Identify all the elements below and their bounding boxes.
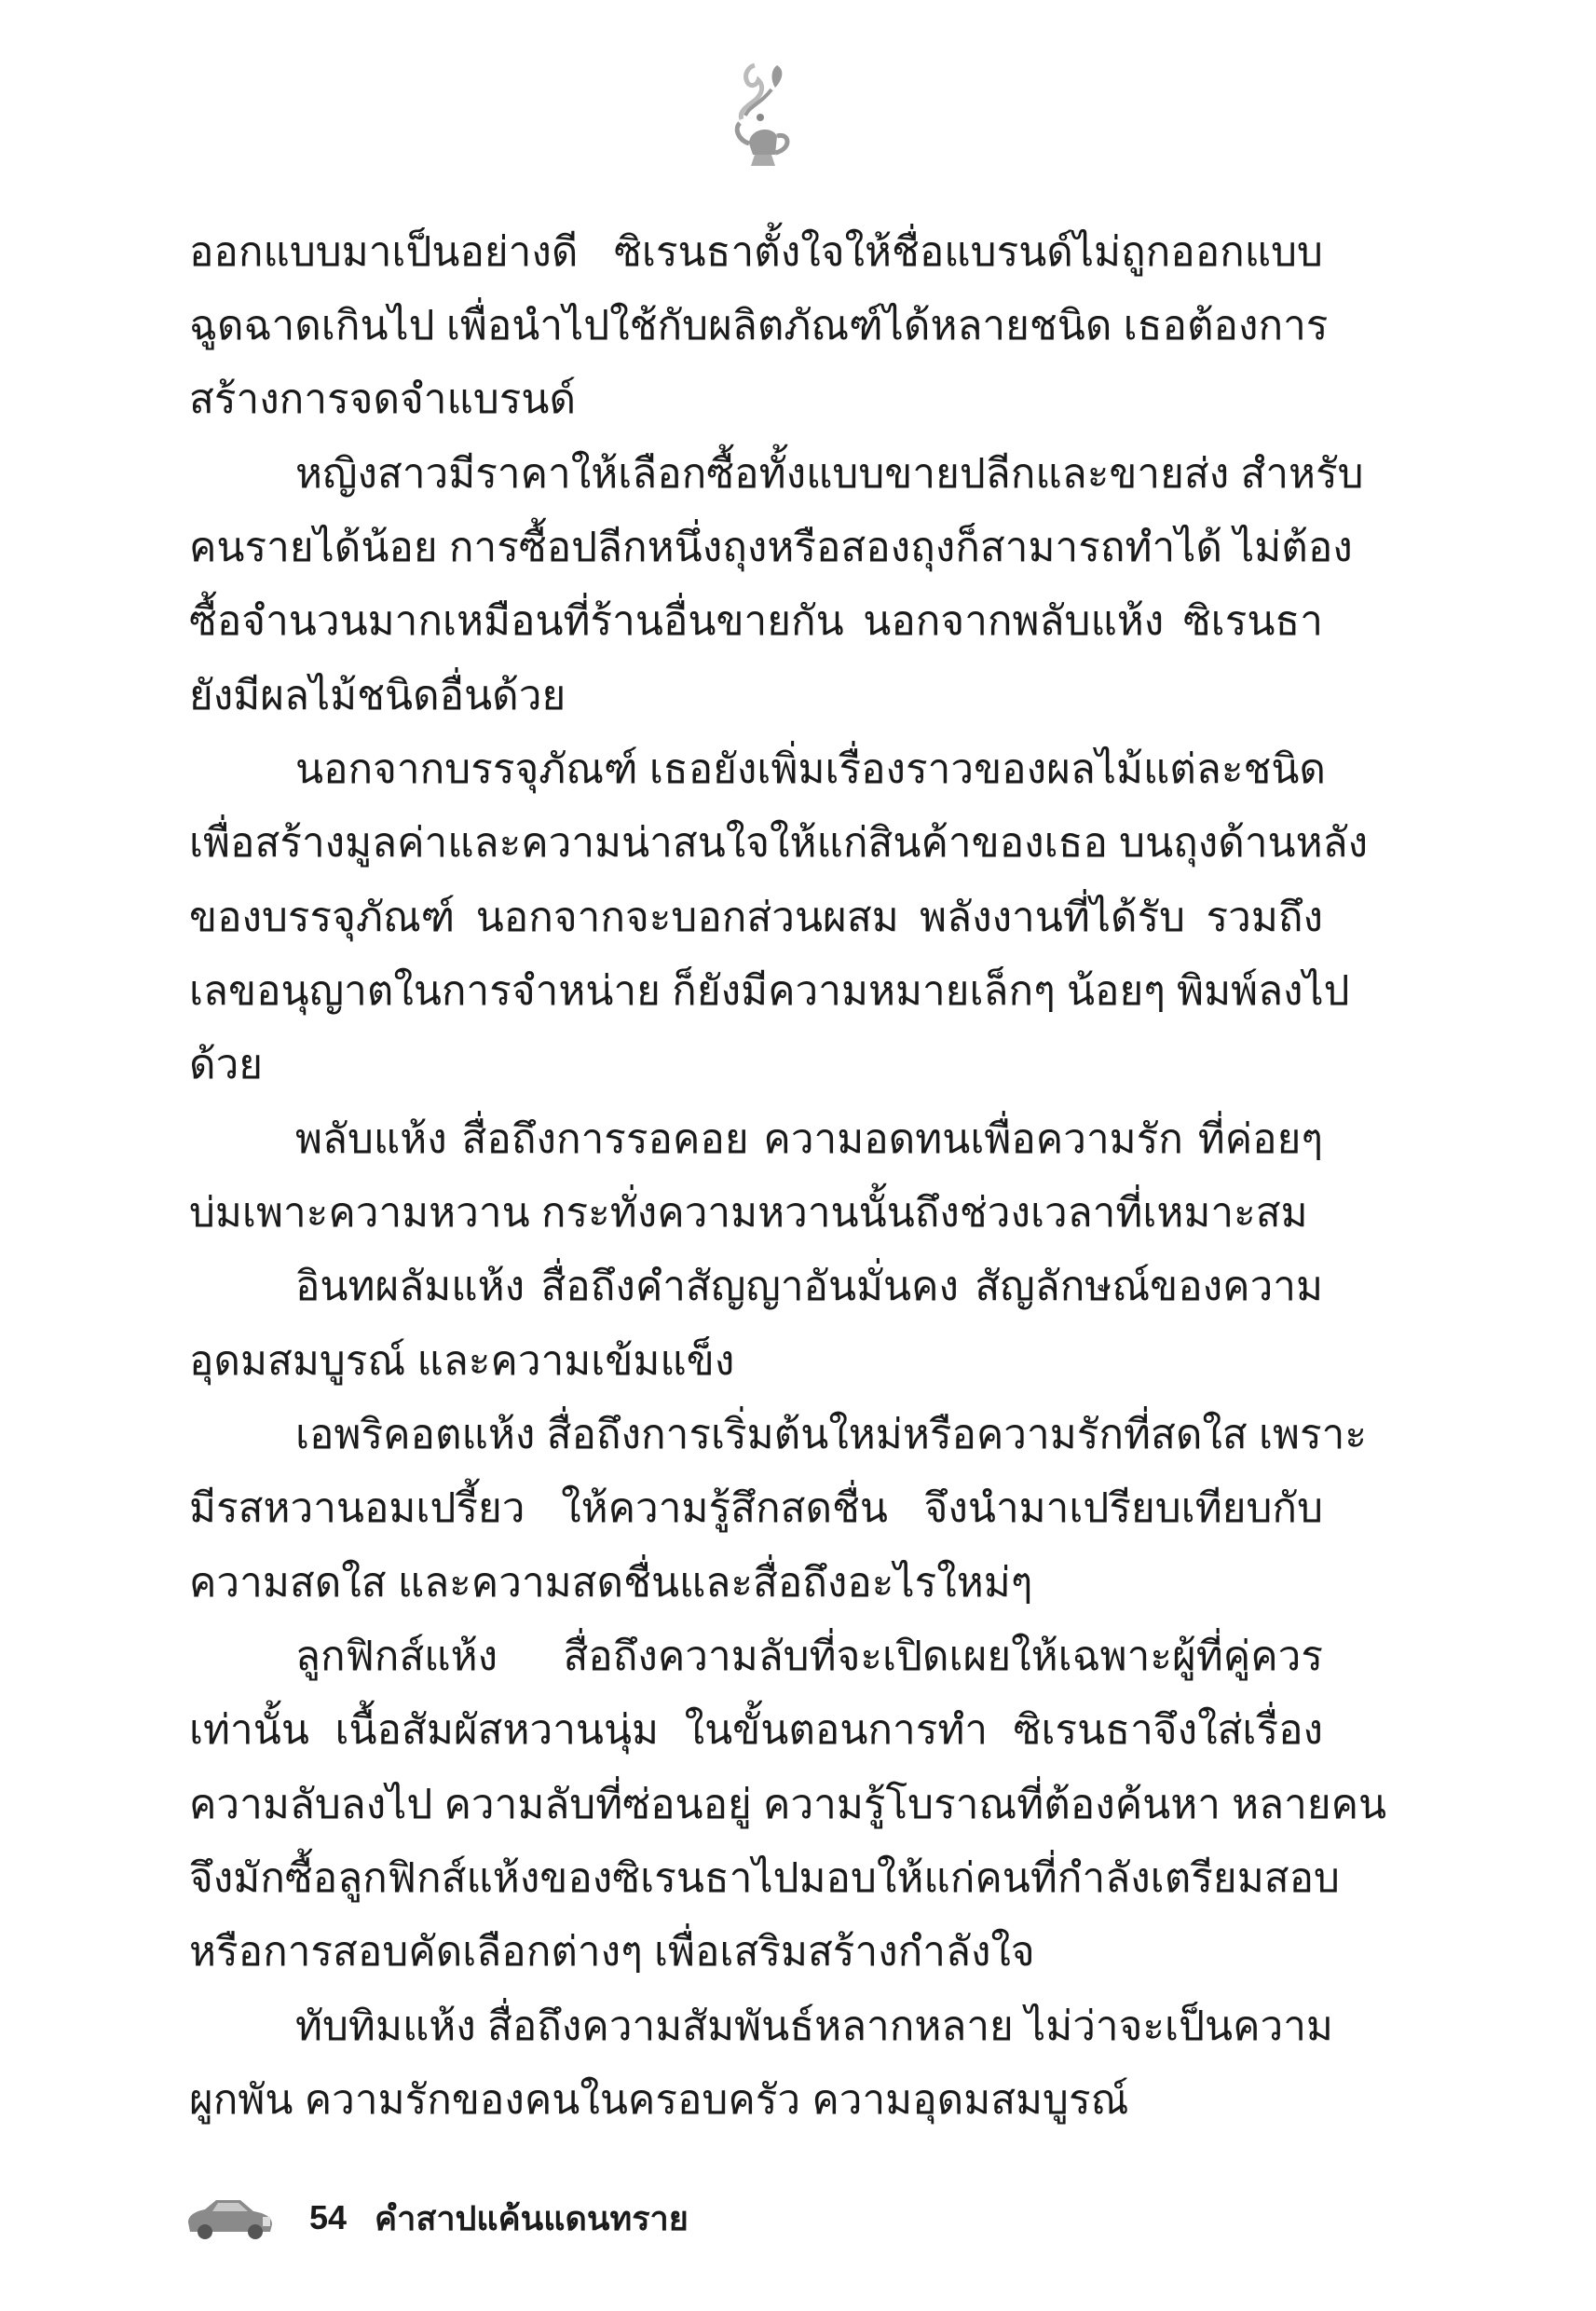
text-line: ผูกพัน ความรักของคนในครอบครัว ความอุดมสมบูรณ์ [189,2077,1129,2123]
text-line: หรือการสอบคัดเลือกต่างๆ เพื่อเสริมสร้างกำลังใจ [189,1929,1035,1975]
text-line: หญิงสาวมีราคาให้เลือกซื้อทั้งแบบขายปลีกและขายส่ง สำหรับ [295,451,1364,497]
car-icon [184,2195,274,2241]
text-line: เพื่อสร้างมูลค่าและความน่าสนใจให้แก่สินค้าของเธอ บนถุงด้านหลัง [189,820,1369,866]
text-line: ลูกฟิกส์แห้ง สื่อถึงความลับที่จะเปิดเผยให้เฉพาะผู้ที่คู่ควร [295,1634,1323,1679]
text-line: เท่านั้น เนื้อสัมผัสหวานนุ่ม ในขั้นตอนการทำ ซิเรนธาจึงใส่เรื่อง [189,1707,1323,1753]
text-line: เอพริคอตแห้ง สื่อถึงการเริ่มต้นใหม่หรือความรักที่สดใส เพราะ [295,1412,1368,1457]
book-title: คำสาปแค้นแดนทราย [375,2198,689,2237]
text-line: ความสดใส และความสดชื่นและสื่อถึงอะไรใหม่ๆ [189,1560,1033,1606]
text-line: พลับแห้ง สื่อถึงการรอคอย ความอดทนเพื่อความรัก ที่ค่อยๆ [295,1116,1323,1162]
cupid-teapot-ornament-icon [697,58,813,174]
text-line: เลขอนุญาตในการจำหน่าย ก็ยังมีความหมายเล็กๆ น้อยๆ พิมพ์ลงไป [189,968,1350,1014]
text-line: ความลับลงไป ความลับที่ซ่อนอยู่ ความรู้โบราณที่ต้องค้นหา หลายคน [189,1782,1387,1827]
text-line: บ่มเพาะความหวาน กระทั่งความหวานนั้นถึงช่วงเวลาที่เหมาะสม [189,1190,1308,1236]
text-line: ออกแบบมาเป็นอย่างดี ซิเรนธาตั้งใจให้ชื่อแบรนด์ไม่ถูกออกแบบ [189,229,1323,275]
text-line: จึงมักซื้อลูกฟิกส์แห้งของซิเรนธาไปมอบให้แก่คนที่กำลังเตรียมสอบ [189,1855,1340,1901]
text-line: คนรายได้น้อย การซื้อปลีกหนึ่งถุงหรือสองถุงก็สามารถทำได้ ไม่ต้อง [189,525,1353,570]
page-number: 54 [309,2198,348,2236]
text-line: ทับทิมแห้ง สื่อถึงความสัมพันธ์หลากหลาย ไม่ว่าจะเป็นความ [295,2003,1333,2049]
text-line: ด้วย [189,1042,264,1087]
page-footer [184,2190,689,2246]
text-line: อินทผลัมแห้ง สื่อถึงคำสัญญาอันมั่นคง สัญลักษณ์ของความ [295,1264,1323,1309]
text-line: มีรสหวานอมเปรี้ยว ให้ความรู้สึกสดชื่น จึงนำมาเปรียบเทียบกับ [189,1485,1323,1531]
text-line: อุดมสมบูรณ์ และความเข้มแข็ง [189,1338,735,1384]
text-line: สร้างการจดจำแบรนด์ [189,376,577,422]
text-line: นอกจากบรรจุภัณฑ์ เธอยังเพิ่มเรื่องราวของผลไม้แต่ละชนิด [295,746,1326,792]
text-line: ฉูดฉาดเกินไป เพื่อนำไปใช้กับผลิตภัณฑ์ได้หลายชนิด เธอต้องการ [189,303,1329,349]
text-line: ของบรรจุภัณฑ์ นอกจากจะบอกส่วนผสม พลังงานที่ได้รับ รวมถึง [189,895,1323,940]
text-line: ยังมีผลไม้ชนิดอื่นด้วย [189,673,566,718]
text-line: ซื้อจำนวนมากเหมือนที่ร้านอื่นขายกัน นอกจากพลับแห้ง ซิเรนธา [189,598,1323,644]
